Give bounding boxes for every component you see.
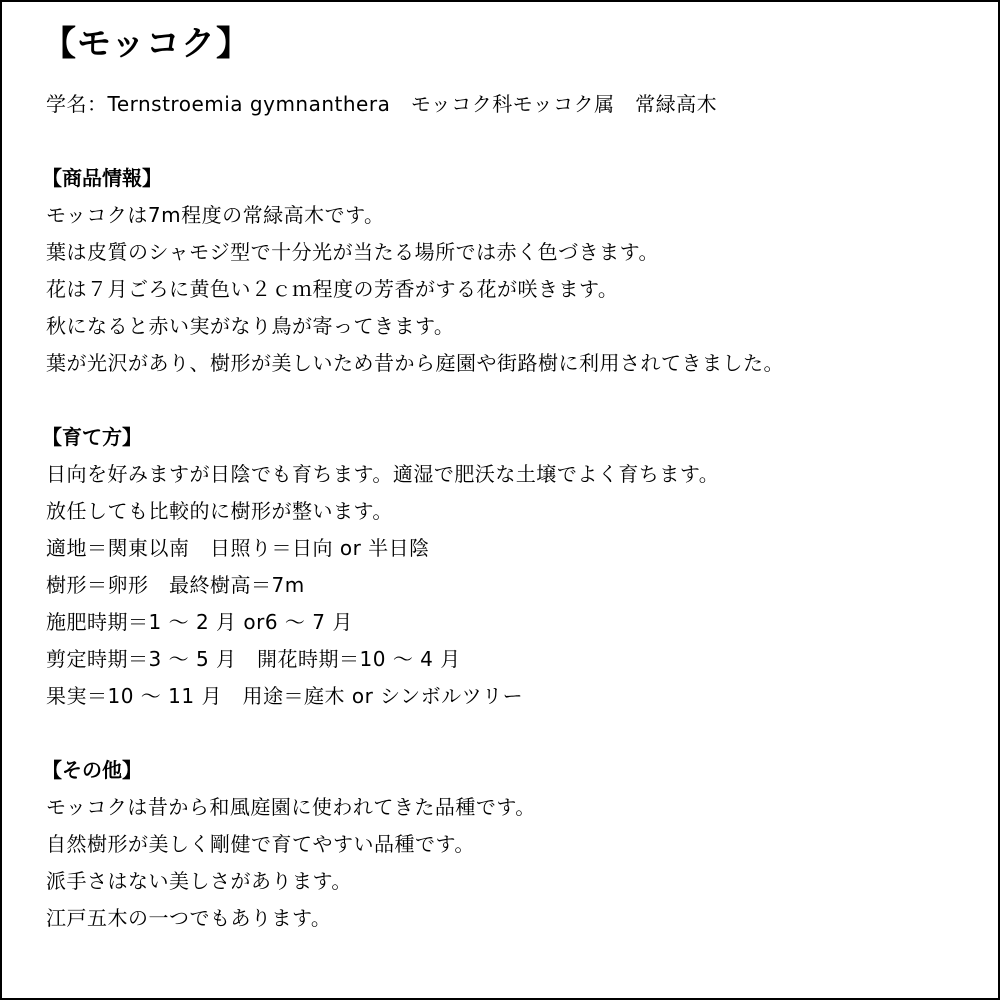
product-info-line: モッコクは7m程度の常緑高木です。 (46, 203, 385, 227)
other-line: モッコクは昔から和風庭園に使われてきた品種です。 (46, 795, 536, 819)
care-line: 施肥時期＝1 ～ 2 月 or6 ～ 7 月 (46, 610, 353, 634)
other-line: 自然樹形が美しく剛健で育てやすい品種です。 (46, 832, 475, 856)
other-line: 派手さはない美しさがあります。 (46, 869, 352, 893)
section-heading-other: 【その他】 (42, 758, 142, 782)
product-info-line: 葉が光沢があり、樹形が美しいため昔から庭園や街路樹に利用されてきました。 (46, 351, 784, 375)
other-line: 江戸五木の一つでもあります。 (46, 906, 332, 930)
scientific-name-line: 学名：Ternstroemia gymnanthera モッコク科モッコク属 常緑高木 (46, 92, 718, 116)
product-info-line: 花は７月ごろに黄色い２ｃｍ程度の芳香がする花が咲きます。 (46, 277, 619, 301)
page-title: 【モッコク】 (42, 24, 251, 64)
care-line: 適地＝関東以南 日照り＝日向 or 半日陰 (46, 536, 430, 560)
care-line: 放任しても比較的に樹形が整います。 (46, 499, 393, 523)
care-line: 樹形＝卵形 最終樹高＝7m (46, 573, 305, 597)
section-heading-care: 【育て方】 (42, 425, 142, 449)
care-line: 日向を好みますが日陰でも育ちます。適湿で肥沃な土壌でよく育ちます。 (46, 462, 720, 486)
care-line: 剪定時期＝3 ～ 5 月 開花時期＝10 ～ 4 月 (46, 647, 461, 671)
product-info-line: 葉は皮質のシャモジ型で十分光が当たる場所では赤く色づきます。 (46, 240, 659, 264)
product-info-line: 秋になると赤い実がなり鳥が寄ってきます。 (46, 314, 455, 338)
section-heading-product-info: 【商品情報】 (42, 166, 162, 190)
care-line: 果実＝10 ～ 11 月 用途＝庭木 or シンボルツリー (46, 684, 524, 708)
